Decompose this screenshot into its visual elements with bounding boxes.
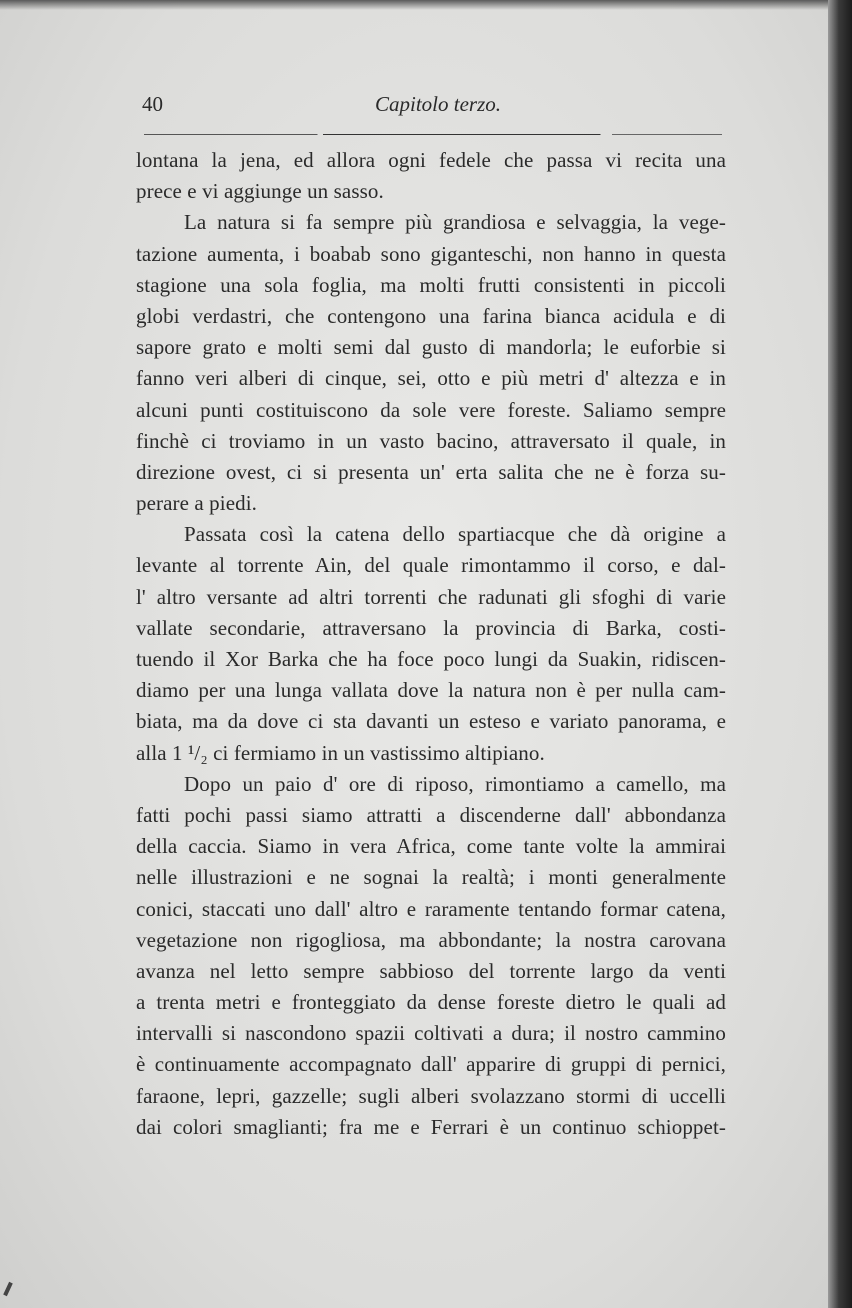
running-title: Capitolo terzo. <box>374 92 501 116</box>
text-line: Passata così la catena dello spartiacque che dà origine a <box>184 522 726 547</box>
page-top-shadow <box>0 0 852 10</box>
text-line: fanno veri alberi di cinque, sei, otto e più metri d' altezza e in <box>136 366 726 391</box>
text-line: prece e vi aggiunge un sasso. <box>136 179 384 204</box>
paragraph <box>136 207 726 519</box>
header-rule <box>144 134 722 135</box>
text-line: tuendo il Xor Barka che ha foce poco lungi da Suakin, ridiscen- <box>136 647 726 671</box>
text-line: faraone, lepri, gazzelle; sugli alberi svolazzano stormi di uccelli <box>136 1083 726 1108</box>
paragraph <box>136 519 726 769</box>
page-binding-edge <box>828 0 852 1308</box>
text-line: lontana la jena, ed allora ogni fedele che passa vi recita una <box>136 148 726 172</box>
text-line: fatti pochi passi siamo attratti a discenderne dall' abbondanza <box>136 802 726 827</box>
margin-mark <box>3 1282 13 1296</box>
text-line: diamo per una lunga vallata dove la natura non è per nulla cam- <box>136 678 726 703</box>
text-line: avanza nel letto sempre sabbioso del torrente largo da venti <box>136 958 726 983</box>
page-header <box>136 92 726 122</box>
text-line: vegetazione non rigogliosa, ma abbondante; la nostra carovana <box>136 927 726 952</box>
text-line: intervalli si nascondono spazii coltivati a dura; il nostro cammino <box>136 1021 726 1046</box>
text-line: conici, staccati uno dall' altro e raramente tentando formar catena, <box>136 896 726 921</box>
text-line: direzione ovest, ci si presenta un' erta salita che ne è forza su- <box>136 459 726 484</box>
text-line: dai colori smaglianti; fra me e Ferrari è un continuo schioppet- <box>136 1114 726 1139</box>
text-line: stagione una sola foglia, ma molti frutti consistenti in piccoli <box>136 272 726 297</box>
text-line: La natura si fa sempre più grandiosa e selvaggia, la vege- <box>184 210 726 235</box>
text-line: tazione aumenta, i boabab sono giganteschi, non hanno in questa <box>136 241 726 266</box>
text-line: perare a piedi. <box>136 491 258 516</box>
text-line: alcuni punti costituiscono da sole vere foreste. Saliamo sempre <box>136 397 726 422</box>
text-line: globi verdastri, che contengono una farina bianca acidula e di <box>136 303 726 328</box>
text-line: sapore grato e molti semi dal gusto di mandorla; le euforbie si <box>136 335 726 360</box>
text-line: l' altro versante ad altri torrenti che radunati gli sfoghi di varie <box>136 584 726 609</box>
text-line: vallate secondarie, attraversano la provincia di Barka, costi- <box>136 615 726 640</box>
paragraph <box>136 769 726 1143</box>
text-line: a trenta metri e fronteggiato da dense foreste dietro le quali ad <box>136 990 726 1015</box>
text-line: della caccia. Siamo in vera Africa, come tante volte la ammirai <box>136 834 726 859</box>
text-line: è continuamente accompagnato dall' apparire di gruppi di pernici, <box>136 1052 726 1077</box>
text-line: finchè ci troviamo in un vasto bacino, attraversato il quale, in <box>136 428 726 453</box>
text-line: Dopo un paio d' ore di riposo, rimontiamo a camello, ma <box>184 771 726 796</box>
body-text <box>136 145 726 1143</box>
paragraph <box>136 145 726 207</box>
text-line: alla 1 ¹/₂ ci fermiamo in un vastissimo altipiano. <box>136 740 545 765</box>
page-number: 40 <box>142 92 163 116</box>
text-line: nelle illustrazioni e ne sognai la realtà; i monti generalmente <box>136 865 726 890</box>
text-line: levante al torrente Ain, del quale rimontammo il corso, e dal- <box>136 553 726 578</box>
text-line: biata, ma da dove ci sta davanti un esteso e variato panorama, e <box>136 709 726 734</box>
